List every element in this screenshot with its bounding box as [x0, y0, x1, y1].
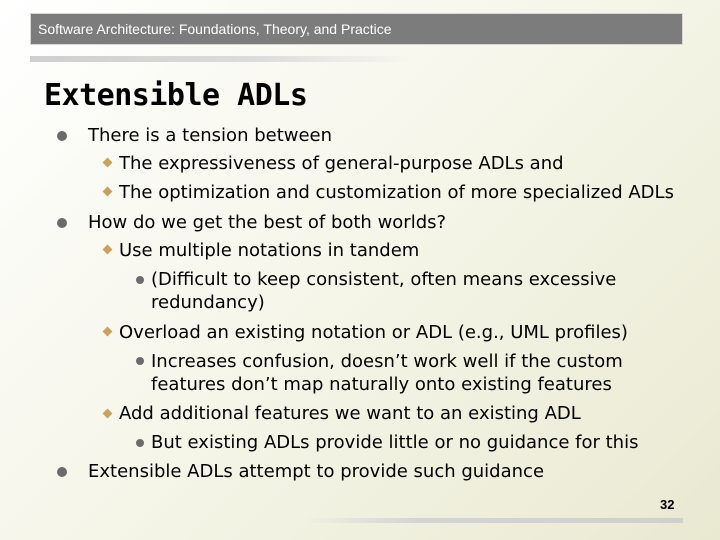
bullet-text-l2: Add additional features we want to an existing ADL — [119, 403, 581, 424]
bullet-diamond-icon — [103, 327, 113, 337]
slide-title: Extensible ADLs — [44, 78, 308, 113]
bullet-text-l2: The optimization and customization of more specialized ADLs — [119, 182, 674, 203]
bullet-diamond-icon — [103, 245, 113, 255]
bullet-subdot-icon — [136, 439, 144, 447]
bullet-text-l1: There is a tension between — [88, 125, 333, 146]
bullet-text-l3-cont: features don’t map naturally onto existing features — [151, 374, 612, 395]
bullet-text-l3: (Difficult to keep consistent, often means excessive — [151, 269, 617, 290]
bullet-diamond-icon — [103, 409, 113, 419]
bullet-text-l3-cont: redundancy) — [151, 292, 265, 313]
bullet-diamond-icon — [103, 187, 113, 197]
bullet-text-l3: But existing ADLs provide little or no guidance for this — [151, 432, 639, 453]
bullet-subdot-icon — [136, 357, 144, 365]
footer-divider — [305, 518, 683, 523]
bullet-text-l2: Use multiple notations in tandem — [119, 240, 420, 261]
slide-number: 32 — [660, 497, 675, 512]
bullet-text-l3: Increases confusion, doesn’t work well if the custom — [151, 351, 623, 372]
header-bar — [30, 13, 683, 45]
header-divider — [30, 56, 413, 62]
header-title: Software Architecture: Foundations, Theory, and Practice — [38, 21, 392, 37]
bullet-diamond-icon — [103, 158, 113, 168]
bullet-dot-icon — [57, 467, 67, 477]
bullet-dot-icon — [57, 218, 67, 228]
bullet-text-l1: How do we get the best of both worlds? — [88, 212, 447, 233]
bullet-subdot-icon — [136, 276, 144, 284]
bullet-text-l1: Extensible ADLs attempt to provide such guidance — [88, 461, 545, 482]
bullet-dot-icon — [57, 131, 67, 141]
bullet-text-l2: Overload an existing notation or ADL (e.g., UML profiles) — [119, 322, 628, 343]
bullet-text-l2: The expressiveness of general-purpose ADLs and — [119, 153, 564, 174]
